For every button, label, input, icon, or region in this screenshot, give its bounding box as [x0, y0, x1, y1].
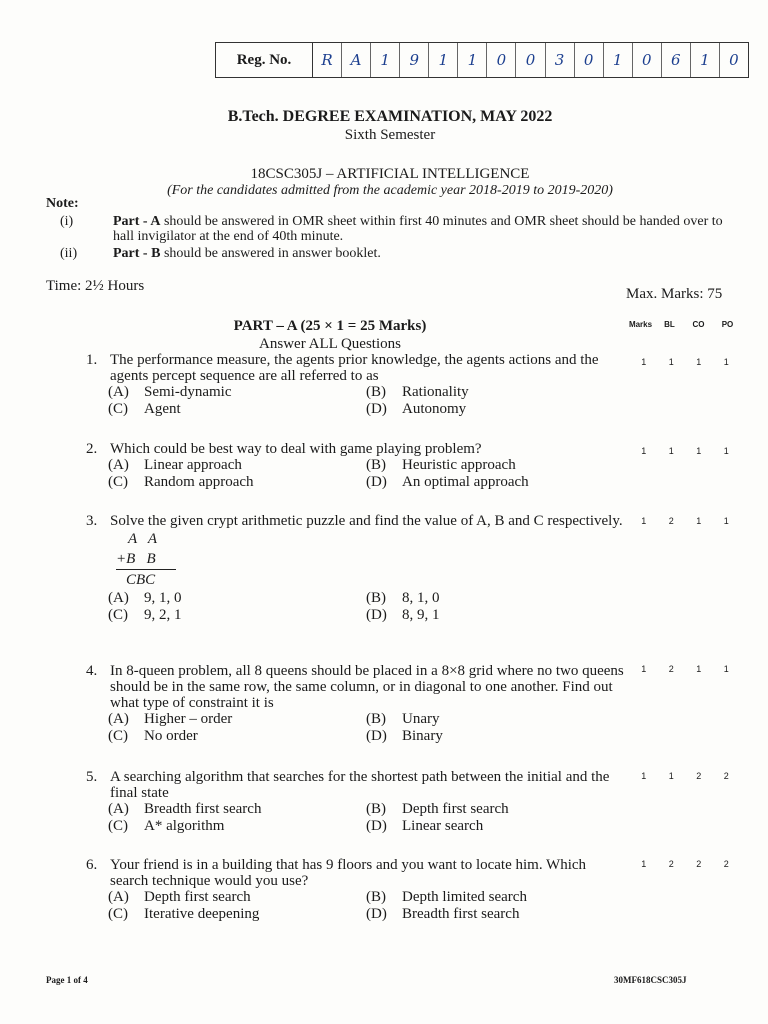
- question-number: 1.: [86, 352, 98, 368]
- puzzle-line: +B B: [116, 549, 176, 570]
- question-number: 2.: [86, 441, 98, 457]
- marks-value: 1: [696, 446, 702, 456]
- option-text: Higher – order: [144, 711, 233, 727]
- option-text: Unary: [402, 711, 440, 727]
- option-letter: (D): [366, 906, 387, 922]
- marks-value: 1: [723, 446, 729, 456]
- marks-value: 1: [641, 859, 647, 869]
- option-letter: (A): [108, 457, 129, 473]
- option-text: 8, 1, 0: [402, 590, 440, 606]
- marks-value: 1: [696, 357, 702, 367]
- answer-options: [108, 590, 626, 623]
- option-letter: (D): [366, 401, 387, 417]
- option-text: Autonomy: [402, 401, 467, 417]
- question-2: [86, 441, 626, 490]
- time-duration: Time: 2½ Hours: [46, 278, 145, 294]
- question-5: [86, 769, 626, 834]
- option-text: Breadth first search: [402, 906, 520, 922]
- page-number: Page 1 of 4: [46, 975, 88, 985]
- reg-digit-cell: A: [342, 43, 371, 77]
- marks-value: 1: [668, 771, 674, 781]
- reg-digit-cell: 0: [729, 51, 739, 69]
- marks-value: 1: [723, 357, 729, 367]
- option-letter: (C): [108, 401, 128, 417]
- note-item: (i) Part - A should be answered in OMR sheet within first 40 minutes and OMR sheet should be handed over to hall invigilator at the end of 40th minute.: [60, 214, 723, 244]
- answer-option: [366, 728, 626, 744]
- reg-digit-cell: 0: [575, 43, 604, 77]
- marks-value: 1: [641, 357, 647, 367]
- reg-digit-cell: R: [313, 43, 342, 77]
- reg-digit-cell: 0: [633, 43, 662, 77]
- answer-option: [366, 401, 626, 417]
- marks-value: 1: [668, 446, 674, 456]
- question-stem: Solve the given crypt arithmetic puzzle and find the value of A, B and C respectively.: [110, 513, 623, 529]
- answer-options: [108, 384, 626, 417]
- question-number: 4.: [86, 663, 98, 679]
- reg-digit-cell: 6: [662, 43, 691, 77]
- answer-option: [108, 590, 366, 606]
- answer-option: [366, 889, 626, 905]
- question-3: [86, 513, 626, 623]
- question-marks-row: [630, 859, 740, 869]
- question-marks-row: [630, 516, 740, 526]
- answer-options: [108, 457, 626, 490]
- marks-value: 1: [668, 357, 674, 367]
- reg-number-label: Reg. No.: [216, 43, 313, 77]
- answer-option: [366, 818, 626, 834]
- note-list: [60, 214, 740, 261]
- marks-value: 2: [668, 859, 674, 869]
- option-text: A* algorithm: [144, 818, 225, 834]
- option-letter: (B): [366, 711, 386, 727]
- reg-digit-cell: 3: [546, 43, 575, 77]
- question-marks-row: [630, 357, 740, 367]
- option-letter: (B): [366, 457, 386, 473]
- option-text: Depth first search: [402, 801, 509, 817]
- marks-value: 1: [641, 771, 647, 781]
- answer-options: [108, 801, 626, 834]
- exam-title: B.Tech. DEGREE EXAMINATION, MAY 2022: [227, 108, 553, 125]
- option-letter: (C): [108, 818, 128, 834]
- answer-option: [108, 889, 366, 905]
- marks-value: 2: [723, 859, 729, 869]
- max-marks: Max. Marks: 75: [626, 286, 723, 302]
- option-text: Semi-dynamic: [144, 384, 232, 400]
- question-stem: The performance measure, the agents prior knowledge, the agents actions and the agents percept sequence are all referred to as: [110, 352, 599, 384]
- marks-value: 1: [723, 516, 729, 526]
- answer-option: [366, 801, 626, 817]
- marks-value: 2: [668, 664, 674, 674]
- answer-option: [108, 906, 366, 922]
- answer-option: [108, 474, 366, 490]
- answer-option: [366, 474, 626, 490]
- option-text: Agent: [144, 401, 181, 417]
- option-letter: (A): [108, 889, 129, 905]
- question-marks-row: [630, 446, 740, 456]
- marks-value: 1: [641, 516, 647, 526]
- reg-digit-cell: 1: [458, 43, 487, 77]
- reg-digit-cell: 1: [429, 43, 458, 77]
- option-letter: (D): [366, 818, 387, 834]
- answer-option: [366, 607, 626, 623]
- option-text: Depth first search: [144, 889, 251, 905]
- paper-code: 30MF618CSC305J: [614, 975, 687, 985]
- option-letter: (A): [108, 801, 129, 817]
- option-text: Iterative deepening: [144, 906, 260, 922]
- part-a-title: PART – A (25 × 1 = 25 Marks): [233, 318, 427, 334]
- question-6: [86, 857, 626, 922]
- question-number: 5.: [86, 769, 98, 785]
- part-a-instruction: Answer ALL Questions: [259, 336, 401, 352]
- puzzle-line: CBC: [126, 572, 156, 588]
- option-letter: (B): [366, 889, 386, 905]
- admitted-years: (For the candidates admitted from the academic year 2018-2019 to 2019-2020): [167, 183, 613, 198]
- puzzle-line: A A: [128, 531, 158, 547]
- option-letter: (A): [108, 384, 129, 400]
- answer-option: [108, 818, 366, 834]
- reg-digit-cell: 1: [691, 43, 720, 77]
- answer-option: [366, 711, 626, 727]
- reg-digit-cell: 0: [516, 43, 545, 77]
- question-stem: Which could be best way to deal with game playing problem?: [110, 441, 482, 457]
- reg-digit-cell: 1: [604, 43, 633, 77]
- marks-value: 1: [696, 516, 702, 526]
- marks-value: 2: [723, 771, 729, 781]
- option-letter: (C): [108, 474, 128, 490]
- note-item: (ii) Part - B should be answered in answer booklet.: [60, 246, 381, 261]
- question-stem: A searching algorithm that searches for the shortest path between the initial and the final state: [110, 769, 610, 801]
- marks-value: 1: [696, 664, 702, 674]
- option-letter: (C): [108, 906, 128, 922]
- option-text: Linear search: [402, 818, 484, 834]
- option-letter: (A): [108, 711, 129, 727]
- answer-options: [108, 711, 626, 744]
- answer-option: [108, 711, 366, 727]
- option-letter: (D): [366, 607, 387, 623]
- option-letter: (B): [366, 384, 386, 400]
- option-text: No order: [144, 728, 198, 744]
- option-text: An optimal approach: [402, 474, 529, 490]
- marks-column-headers: Marks BL CO PO: [628, 320, 734, 329]
- course-title: 18CSC305J – ARTIFICIAL INTELLIGENCE: [250, 166, 530, 182]
- question-stem: In 8-queen problem, all 8 queens should be placed in a 8×8 grid where no two queens should be in the same row, the same column, or in diagonal to one another. Find out what type of constraint it is: [110, 663, 624, 711]
- marks-value: 2: [696, 771, 702, 781]
- reg-number-box: [215, 42, 749, 78]
- option-text: Binary: [402, 728, 443, 744]
- question-4: [86, 663, 626, 744]
- answer-option: [108, 607, 366, 623]
- option-letter: (D): [366, 728, 387, 744]
- reg-digit-cell: 9: [400, 43, 429, 77]
- question-stem: Your friend is in a building that has 9 floors and you want to locate him. Which search technique would you use?: [110, 857, 587, 889]
- option-text: Random approach: [144, 474, 254, 490]
- answer-option: [108, 728, 366, 744]
- answer-option: [366, 906, 626, 922]
- option-text: 8, 9, 1: [402, 607, 440, 623]
- reg-digit-cell: 1: [371, 43, 400, 77]
- answer-option: [366, 590, 626, 606]
- option-text: Depth limited search: [402, 889, 527, 905]
- option-letter: (B): [366, 801, 386, 817]
- marks-value: 1: [641, 664, 647, 674]
- option-letter: (A): [108, 590, 129, 606]
- option-letter: (D): [366, 474, 387, 490]
- answer-option: [108, 457, 366, 473]
- question-number: 6.: [86, 857, 98, 873]
- answer-option: [108, 401, 366, 417]
- marks-value: 1: [641, 446, 647, 456]
- crypt-arithmetic-puzzle: [116, 529, 626, 590]
- semester: Sixth Semester: [344, 127, 436, 143]
- reg-digit-cell: 0: [487, 43, 516, 77]
- option-text: 9, 1, 0: [144, 590, 182, 606]
- question-number: 3.: [86, 513, 98, 529]
- option-text: Breadth first search: [144, 801, 262, 817]
- option-letter: (C): [108, 728, 128, 744]
- question-1: [86, 352, 626, 417]
- question-marks-row: [630, 771, 740, 781]
- marks-value: 1: [723, 664, 729, 674]
- option-text: 9, 2, 1: [144, 607, 182, 623]
- marks-value: 2: [696, 859, 702, 869]
- note-label: Note:: [46, 196, 79, 211]
- answer-options: [108, 889, 626, 922]
- option-text: Linear approach: [144, 457, 242, 473]
- option-text: Heuristic approach: [402, 457, 516, 473]
- question-marks-row: [630, 664, 740, 674]
- marks-value: 2: [668, 516, 674, 526]
- answer-option: [108, 801, 366, 817]
- option-text: Rationality: [402, 384, 469, 400]
- answer-option: [108, 384, 366, 400]
- option-letter: (C): [108, 607, 128, 623]
- option-letter: (B): [366, 590, 386, 606]
- answer-option: [366, 384, 626, 400]
- answer-option: [366, 457, 626, 473]
